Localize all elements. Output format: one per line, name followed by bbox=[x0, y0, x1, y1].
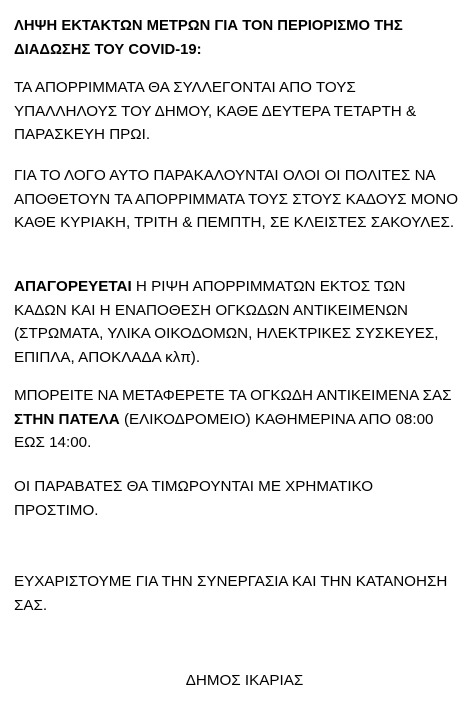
notice-title: ΛΗΨΗ ΕΚΤΑΚΤΩΝ ΜΕΤΡΩΝ ΓΙΑ ΤΟΝ ΠΕΡΙΟΡΙΣΜΟ ΤΗΣ ΔΙΑΔΩΣΗΣ ΤΟΥ COVID-19: bbox=[14, 18, 403, 58]
prohibition-text: Η ΡΙΨΗ ΑΠΟΡΡΙΜΜΑΤΩΝ ΕΚΤΟΣ ΤΩΝ ΚΑΔΩΝ ΚΑΙ Η ΕΝΑΠΟΘΕΣΗ ΟΓΚΩΔΩΝ ΑΝΤΙΚΕΙΜΕΝΩΝ (ΣΤΡΩΜΑΤΑ, ΥΛΙΚΑ ΟΙΚΟΔΟΜΩΝ, ΗΛΕΚΤΡΙΚΕΣ ΣΥΣΚΕΥΕΣ, ΕΠΙΠΛΑ, ΑΠΟΚΛΑΔΑ κλπ). bbox=[14, 278, 439, 366]
disposal-paragraph: ΓΙΑ ΤΟ ΛΟΓΟ ΑΥΤΟ ΠΑΡΑΚΑΛΟΥΝΤΑΙ ΟΛΟΙ ΟΙ ΠΟΛΙΤΕΣ ΝΑ ΑΠΟΘΕΤΟΥΝ ΤΑ ΑΠΟΡΡΙΜΜΑΤΑ ΤΟΥΣ ΣΤΟΥΣ ΚΑΔΟΥΣ ΜΟΝΟ ΚΑΘΕ ΚΥΡΙΑΚΗ, ΤΡΙΤΗ & ΠΕΜΠΤΗ, ΣΕ ΚΛΕΙΣΤΕΣ ΣΑΚΟΥΛΕΣ. bbox=[14, 167, 459, 232]
signature: ΔΗΜΟΣ ΙΚΑΡΙΑΣ bbox=[185, 672, 304, 689]
prohibition-paragraph bbox=[14, 275, 459, 369]
bulky-items-text-end: (ΕΛΙΚΟΔΡΟΜΕΙΟ) ΚΑΘΗΜΕΡΙΝΑ ΑΠΟ 08:00 ΕΩΣ 14:00. bbox=[14, 410, 434, 452]
prohibition-keyword: ΑΠΑΓΟΡΕΥΕΤΑΙ bbox=[14, 278, 132, 295]
fine-paragraph: ΟΙ ΠΑΡΑΒΑΤΕΣ ΘΑ ΤΙΜΩΡΟΥΝΤΑΙ ΜΕ ΧΡΗΜΑΤΙΚΟ ΠΡΟΣΤΙΜΟ. bbox=[14, 478, 374, 519]
thanks-paragraph: ΕΥΧΑΡΙΣΤΟΥΜΕ ΓΙΑ ΤΗΝ ΣΥΝΕΡΓΑΣΙΑ ΚΑΙ ΤΗΝ ΚΑΤΑΝΟΗΣΗ ΣΑΣ. bbox=[14, 573, 448, 614]
bulky-items-location: ΣΤΗΝ ΠΑΤΕΛΑ bbox=[14, 410, 120, 428]
bulky-items-text-start: ΜΠΟΡΕΙΤΕ ΝΑ ΜΕΤΑΦΕΡΕΤΕ ΤΑ ΟΓΚΩΔΗ ΑΝΤΙΚΕΙΜΕΝΑ ΣΑΣ bbox=[14, 387, 452, 404]
bulky-items-paragraph bbox=[14, 384, 459, 455]
collection-paragraph: ΤΑ ΑΠΟΡΡΙΜΜΑΤΑ ΘΑ ΣΥΛΛΕΓΟΝΤΑΙ ΑΠΟ ΤΟΥΣ ΥΠΑΛΛΗΛΟΥΣ ΤΟΥ ΔΗΜΟΥ, ΚΑΘΕ ΔΕΥΤΕΡΑ ΤΕΤΑΡΤΗ & ΠΑΡΑΣΚΕΥΗ ΠΡΩΙ. bbox=[14, 79, 417, 144]
